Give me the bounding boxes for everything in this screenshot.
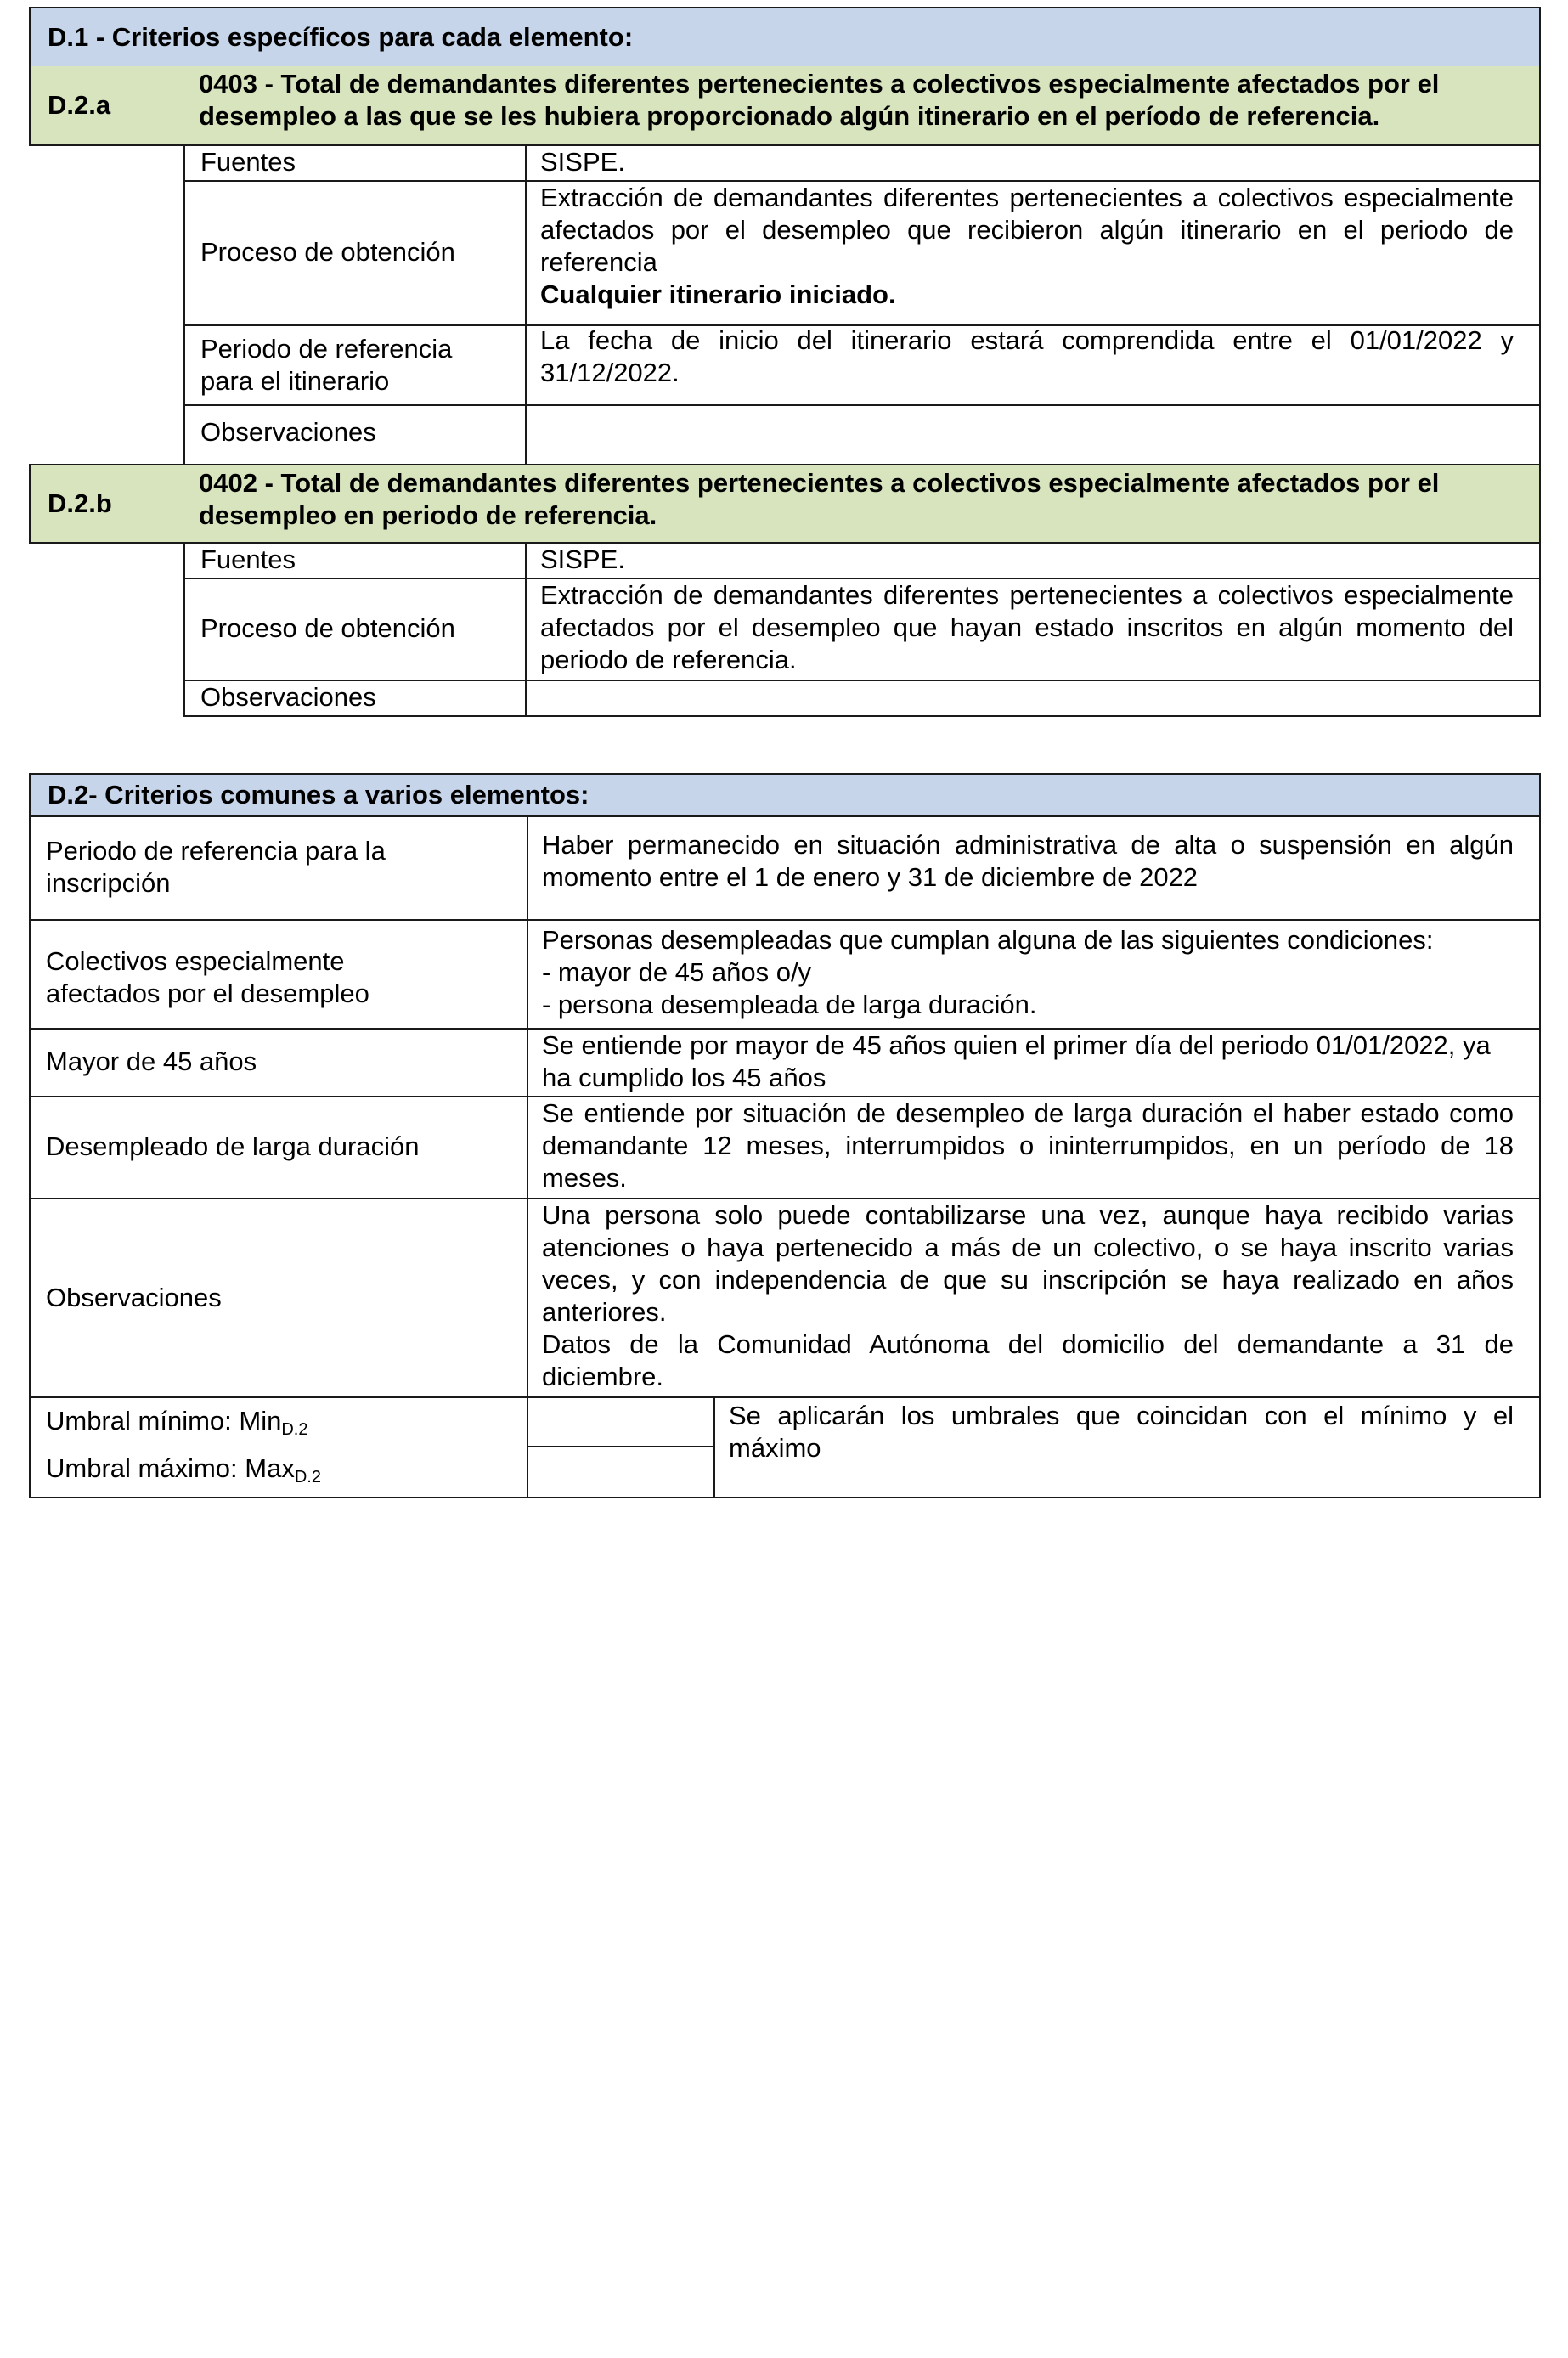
section1-title: D.1 - Criterios específicos para cada elemento: — [48, 22, 634, 52]
d2b-fuentes-label-cell — [183, 542, 527, 579]
section2-title: D.2- Criterios comunes a varios elementos: — [48, 780, 589, 810]
s2-umbral-max-value-cell — [527, 1446, 715, 1498]
d2a-periodo-label: Periodo de referencia para el itinerario — [200, 334, 453, 396]
d2a-periodo-value: La fecha de inicio del itinerario estará comprendida entre el 01/01/2022 y 31/12/2022. — [540, 325, 1514, 387]
s2-colectivos-value-cell — [527, 919, 1541, 1030]
s2-umbral-min-label-cell — [29, 1396, 528, 1447]
d2b-obs-label-cell — [183, 680, 527, 717]
s2-obs-para2: Datos de la Comunidad Autónoma del domicilio del demandante a 31 de diciembre. — [542, 1329, 1514, 1391]
d2b-proceso-value: Extracción de demandantes diferentes pertenecientes a colectivos especialmente afectados por el desempleo que hayan estado inscritos en algún momento del periodo de referencia. — [540, 580, 1514, 674]
s2-umbral-min-value-cell — [527, 1396, 715, 1447]
s2-larga-value: Se entiende por situación de desempleo de larga duración el haber estado como demandante 12 meses, interrumpidos o ininterrumpidos, en un período de 18 meses. — [542, 1098, 1514, 1193]
d2a-code: D.2.a — [48, 90, 111, 120]
s2-colectivos-line3: - persona desempleada de larga duración. — [542, 990, 1037, 1019]
d2a-periodo-value-cell — [525, 324, 1541, 406]
d2a-proceso-value: Extracción de demandantes diferentes pertenecientes a colectivos especialmente afectados por el desempleo que recibieron algún itinerario en el periodo de referencia — [540, 183, 1514, 277]
section2-header — [29, 773, 1541, 817]
d2a-fuentes-value-cell — [525, 144, 1541, 182]
d2a-title: 0403 - Total de demandantes diferentes pertenecientes a colectivos especialmente afectados por el desempleo a las que se les hubiera proporcionado algún itinerario en el período de referencia. — [199, 69, 1440, 131]
d2b-title: 0402 - Total de demandantes diferentes pertenecientes a colectivos especialmente afectados por el desempleo en periodo de referencia. — [199, 468, 1440, 530]
s2-periodo-value: Haber permanecido en situación administrativa de alta o suspensión en algún momento entre el 1 de enero y 31 de diciembre de 2022 — [542, 830, 1514, 892]
s2-umbral-min-sub: D.2 — [281, 1420, 308, 1439]
d2b-title-cell — [185, 464, 1541, 544]
s2-mayor-value-cell — [527, 1028, 1541, 1097]
d2b-fuentes-value: SISPE. — [540, 544, 625, 574]
s2-colectivos-label-cell — [29, 919, 528, 1030]
d2a-fuentes-value: SISPE. — [540, 147, 625, 177]
s2-periodo-label-cell — [29, 815, 528, 921]
d2a-proceso-label: Proceso de obtención — [200, 237, 455, 267]
s2-obs-label-cell — [29, 1198, 528, 1398]
d2a-proceso-bold: Cualquier itinerario iniciado. — [540, 279, 896, 309]
d2a-proceso-value-cell — [525, 180, 1541, 326]
s2-mayor-label: Mayor de 45 años — [46, 1046, 257, 1076]
s2-umbral-note: Se aplicarán los umbrales que coincidan con el mínimo y el máximo — [729, 1401, 1514, 1463]
d2a-fuentes-label: Fuentes — [200, 147, 296, 177]
d2b-obs-label: Observaciones — [200, 682, 376, 712]
d2b-code-cell — [29, 464, 187, 544]
d2b-fuentes-label: Fuentes — [200, 544, 296, 574]
s2-obs-label: Observaciones — [46, 1283, 222, 1312]
s2-periodo-label: Periodo de referencia para la inscripción — [46, 836, 386, 898]
d2b-code: D.2.b — [48, 488, 112, 518]
s2-larga-label-cell — [29, 1096, 528, 1199]
s2-umbral-max-sub: D.2 — [294, 1468, 321, 1486]
s2-mayor-label-cell — [29, 1028, 528, 1097]
d2a-proceso-label-cell — [183, 180, 527, 326]
d2b-obs-value-cell — [525, 680, 1541, 717]
s2-larga-label: Desempleado de larga duración — [46, 1131, 420, 1161]
s2-colectivos-line1: Personas desempleadas que cumplan alguna de las siguientes condiciones: — [542, 925, 1434, 955]
s2-colectivos-line2: - mayor de 45 años o/y — [542, 957, 812, 987]
s2-periodo-value-cell — [527, 815, 1541, 921]
d2a-obs-label: Observaciones — [200, 417, 376, 447]
d2b-proceso-value-cell — [525, 578, 1541, 681]
d2a-code-cell — [29, 66, 187, 146]
d2a-obs-label-cell — [183, 404, 527, 465]
s2-larga-value-cell — [527, 1096, 1541, 1199]
d2b-proceso-label-cell — [183, 578, 527, 681]
s2-umbral-max-label: Umbral máximo: Max — [46, 1453, 295, 1483]
s2-colectivos-label: Colectivos especialmente afectados por el desempleo — [46, 946, 369, 1008]
d2b-proceso-label: Proceso de obtención — [200, 613, 455, 643]
s2-obs-para1: Una persona solo puede contabilizarse una vez, aunque haya recibido varias atenciones o haya pertenecido a más de un colectivo, o se haya inscrito varias veces, y con independencia de que su inscripción se haya realizado en años anteriores. — [542, 1200, 1514, 1327]
s2-umbral-min-label: Umbral mínimo: Min — [46, 1406, 282, 1436]
d2a-periodo-label-cell — [183, 324, 527, 406]
s2-obs-value-cell — [527, 1198, 1541, 1398]
d2b-fuentes-value-cell — [525, 542, 1541, 579]
d2a-obs-value-cell — [525, 404, 1541, 465]
s2-umbral-max-label-cell — [29, 1446, 528, 1498]
d2a-fuentes-label-cell — [183, 144, 527, 182]
d2a-title-cell — [185, 66, 1541, 146]
s2-umbral-note-cell — [713, 1396, 1541, 1498]
section1-header — [29, 7, 1541, 68]
s2-mayor-value: Se entiende por mayor de 45 años quien el primer día del periodo 01/01/2022, ya ha cumplido los 45 años — [542, 1030, 1491, 1092]
